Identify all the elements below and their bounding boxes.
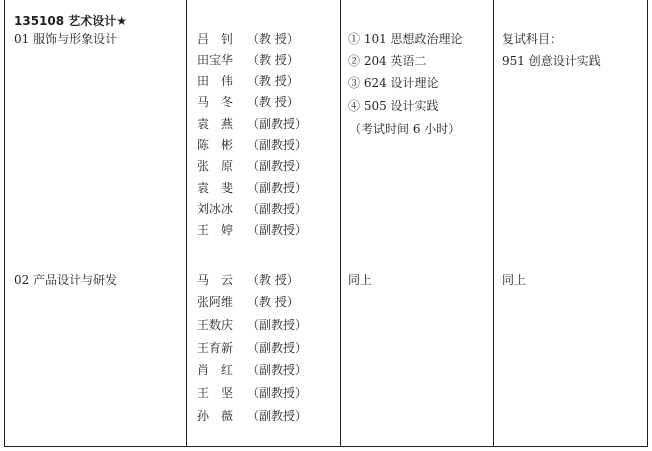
category-code-name: 135108 艺术设计 — [14, 14, 117, 28]
supervisor-item — [197, 386, 307, 400]
supervisor-item — [197, 409, 307, 423]
supervisor-item — [197, 181, 307, 195]
column-divider-1 — [186, 0, 187, 447]
supervisor-name: 袁 燕 — [197, 117, 234, 131]
supervisor-item — [197, 138, 307, 152]
retest-subject: 同上 — [502, 273, 527, 287]
supervisor-name: 肖 红 — [197, 363, 234, 377]
supervisor-name: 马 冬 — [197, 95, 234, 109]
exam-subject: ① 101 思想政治理论 — [348, 32, 463, 46]
exam-duration: （考试时间 6 小时） — [349, 122, 461, 136]
supervisor-item — [197, 318, 307, 332]
supervisor-item — [197, 159, 307, 173]
table-border-left — [4, 0, 5, 447]
supervisor-name: 王数庆 — [197, 318, 234, 332]
exam-subject: ③ 624 设计理论 — [348, 76, 439, 90]
direction-name: 01 服饰与形象设计 — [14, 32, 118, 46]
supervisor-title: （副教授） — [247, 386, 308, 400]
direction-name: 02 产品设计与研发 — [14, 273, 118, 287]
supervisor-title: （副教授） — [247, 138, 308, 152]
supervisor-title: （副教授） — [247, 363, 308, 377]
supervisor-title: （副教授） — [247, 223, 308, 237]
supervisor-item — [197, 273, 299, 287]
supervisor-title: （教 授） — [247, 74, 299, 88]
supervisor-item — [197, 117, 307, 131]
supervisor-title: （副教授） — [247, 117, 308, 131]
supervisor-name: 张阿维 — [197, 295, 234, 309]
supervisor-name: 袁 斐 — [197, 181, 234, 195]
supervisor-name: 孙 薇 — [197, 409, 234, 423]
supervisor-item — [197, 53, 299, 67]
column-divider-2 — [340, 0, 341, 447]
supervisor-item — [197, 32, 299, 46]
supervisor-item — [197, 341, 307, 355]
supervisor-name: 王育新 — [197, 341, 234, 355]
supervisor-item — [197, 74, 299, 88]
supervisor-name: 马 云 — [197, 273, 234, 287]
exam-subject: ④ 505 设计实践 — [348, 99, 439, 113]
exam-subject: 同上 — [348, 273, 373, 287]
supervisor-item — [197, 363, 307, 377]
supervisor-title: （副教授） — [247, 202, 308, 216]
retest-subject: 951 创意设计实践 — [502, 54, 601, 68]
exam-subject: ② 204 英语二 — [348, 54, 427, 68]
supervisor-name: 田宝华 — [197, 53, 234, 67]
table-border-right — [647, 0, 648, 447]
supervisor-name: 陈 彬 — [197, 138, 234, 152]
column-divider-3 — [493, 0, 494, 447]
supervisor-name: 张 原 — [197, 159, 234, 173]
supervisor-item — [197, 202, 307, 216]
supervisor-title: （教 授） — [247, 295, 299, 309]
supervisor-item — [197, 295, 299, 309]
star-icon: ★ — [116, 14, 128, 28]
supervisor-name: 吕 钊 — [197, 32, 234, 46]
supervisor-title: （副教授） — [247, 318, 308, 332]
supervisor-item — [197, 223, 307, 237]
table-border-bottom — [4, 446, 648, 447]
supervisor-title: （副教授） — [247, 159, 308, 173]
supervisor-title: （教 授） — [247, 32, 299, 46]
supervisor-title: （教 授） — [247, 95, 299, 109]
category-title — [14, 14, 127, 28]
supervisor-title: （副教授） — [247, 181, 308, 195]
supervisor-name: 王 坚 — [197, 386, 234, 400]
supervisor-title: （副教授） — [247, 409, 308, 423]
supervisor-title: （教 授） — [247, 273, 299, 287]
supervisor-title: （副教授） — [247, 341, 308, 355]
supervisor-title: （教 授） — [247, 53, 299, 67]
supervisor-item — [197, 95, 299, 109]
supervisor-name: 刘冰冰 — [197, 202, 234, 216]
supervisor-name: 田 伟 — [197, 74, 234, 88]
retest-label: 复试科目： — [502, 32, 563, 46]
supervisor-name: 王 婷 — [197, 223, 234, 237]
